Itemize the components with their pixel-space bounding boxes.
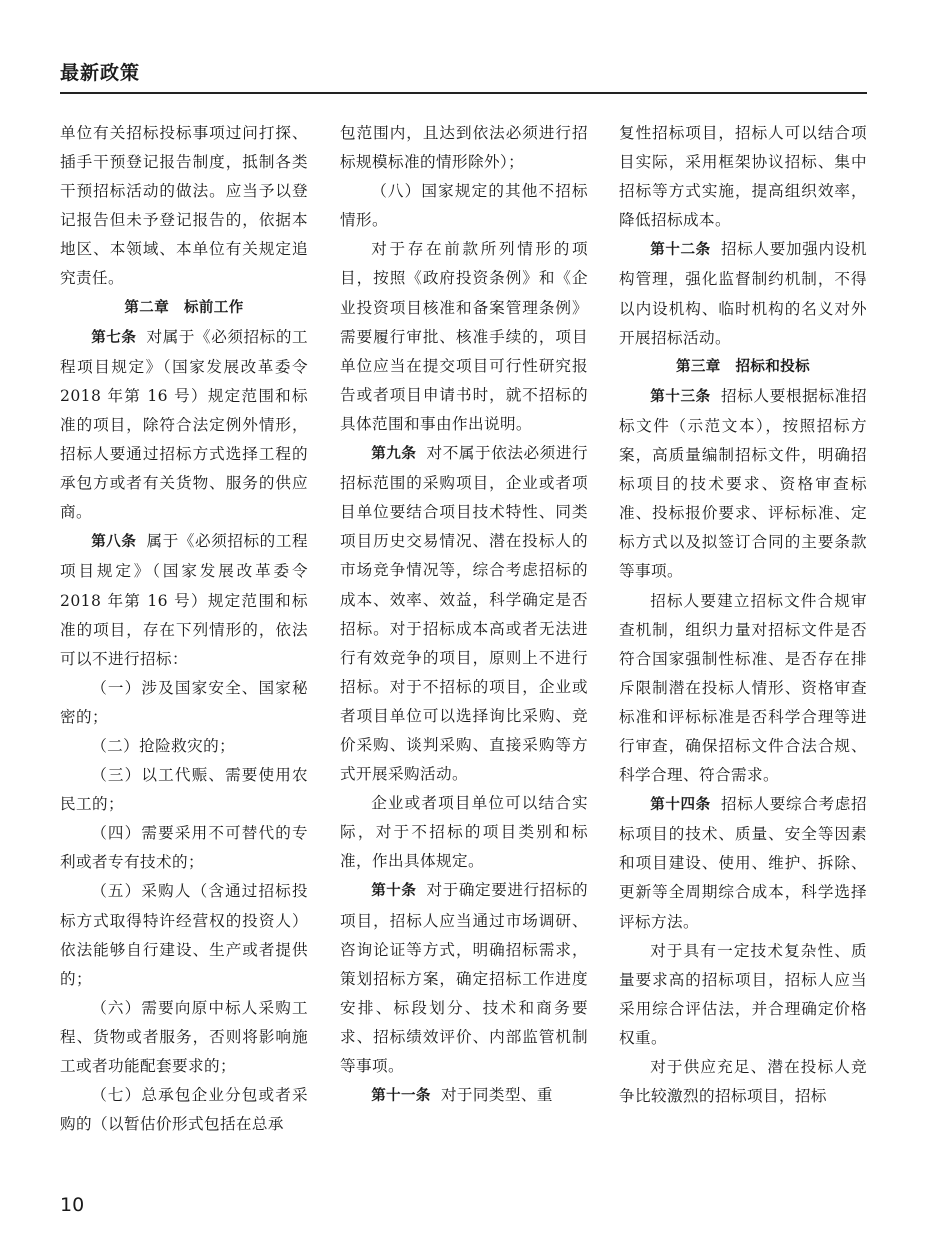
article-text: 对于确定要进行招标的项目，招标人应当通过市场调研、咨询论证等方式，明确招标需求，策划招标方案，确定招标工作进度安排、标段划分、技术和商务要求、招标绩效评价、内部监管机制等事项。 [340,881,588,1075]
paragraph: （四）需要采用不可替代的专利或者专有技术的； [60,824,308,872]
article-paragraph [60,527,308,673]
article-label: 第七条 [91,329,137,346]
article-paragraph [340,876,588,1081]
section-header: 最新政策 [60,62,141,84]
paragraph: （三）以工代赈、需要使用农民工的； [60,766,308,814]
article-paragraph [340,439,588,789]
paragraph: 企业或者项目单位可以结合实际，对于不招标的项目类别和标准，作出具体规定。 [340,794,588,871]
article-text: 招标人要加强内设机构管理，强化监督制约机制，不得以内设机构、临时机构的名义对外开展招标活动。 [619,240,867,347]
paragraph: （二）抢险救灾的； [91,736,236,755]
article-text: 对属于《必须招标的工程项目规定》（国家发展改革委令 2018 年第 16 号）规定范围和标准的项目，除符合法定例外情形，招标人要通过招标方式选择工程的承包方或者有关货物、服务的供应商。 [60,327,308,522]
page-number: 10 [60,1194,85,1216]
continued-paragraph: 包范围内，且达到依法必须进行招标规模标准的情形除外）； [340,124,588,172]
continued-paragraph: 复性招标项目，招标人可以结合项目实际，采用框架协议招标、集中招标等方式实施，提高组织效率，降低招标成本。 [619,124,867,230]
article-text: 对不属于依法必须进行招标范围的采购项目，企业或者项目单位要结合项目技术特性、同类项目历史交易情况、潜在投标人的市场竞争情况等，综合考虑招标的成本、效率、效益，科学确定是否招标。对于招标成本高或者无法进行有效竞争的项目，原则上不进行招标。对于不招标的项目，企业或者项目单位可以选择询比采购、竞价采购、谈判采购、直接采购等方式开展采购活动。 [340,444,588,784]
paragraph: 对于具有一定技术复杂性、质量要求高的招标项目，招标人应当采用综合评估法，并合理确定价格权重。 [619,941,867,1047]
article-paragraph [340,1081,588,1111]
article-paragraph [619,382,867,587]
article-label: 第十一条 [371,1088,431,1105]
article-text: 对于同类型、重 [440,1086,553,1105]
paragraph: （五）采购人（含通过招标投标方式取得特许经营权的投资人）依法能够自行建设、生产或者提供的； [60,882,308,988]
paragraph: 对于存在前款所列情形的项目，按照《政府投资条例》和《企业投资项目核准和备案管理条例》需要履行审批、核准手续的，项目单位应当在提交项目可行性研究报告或者项目申请书时，就不招标的具体范围和事由作出说明。 [340,240,588,433]
article-text: 属于《必须招标的工程项目规定》（国家发展改革委令 2018 年第 16 号）规定范围和标准的项目，存在下列情形的，依法可以不进行招标： [60,532,308,668]
article-text: 招标人要根据标准招标文件（示范文本），按照招标方案，高质量编制招标文件，明确招标项目的技术要求、资格审查标准、投标报价要求、评标标准、定标方式以及拟签订合同的主要条款等事项。 [619,386,867,581]
chapter-heading: 第三章 招标和投标 [675,358,811,375]
text-column-1 [60,119,308,1139]
continued-paragraph: 单位有关招标投标事项过问打探、插手干预登记报告制度，抵制各类干预招标活动的做法。应当予以登记报告但未予登记报告的，依据本地区、本领域、本单位有关规定追究责任。 [60,124,308,288]
article-paragraph [619,235,867,352]
article-label: 第十四条 [650,797,711,814]
article-text: 招标人要综合考虑招标项目的技术、质量、安全等因素和项目建设、使用、维护、拆除、更新等全周期综合成本，科学选择评标方法。 [619,795,867,931]
article-paragraph [60,323,308,528]
article-label: 第九条 [371,446,417,463]
paragraph: 对于供应充足、潜在投标人竞争比较激烈的招标项目，招标 [619,1058,867,1106]
text-column-3 [619,119,867,1111]
article-paragraph [619,790,867,936]
paragraph: 招标人要建立招标文件合规审查机制，组织力量对招标文件是否符合国家强制性标准、是否存在排斥限制潜在投标人情形、资格审查标准和评标标准是否科学合理等进行审查，确保招标文件合法合规、科学合理、符合需求。 [619,591,867,785]
chapter-heading: 第二章 标前工作 [124,299,244,316]
text-column-2 [340,119,588,1111]
article-label: 第十条 [371,883,417,900]
header-rule [60,92,867,94]
paragraph: （七）总承包企业分包或者采购的（以暂估价形式包括在总承 [60,1086,308,1134]
article-label: 第八条 [91,534,137,551]
paragraph: （一）涉及国家安全、国家秘密的； [60,678,308,726]
paragraph: （八）国家规定的其他不招标情形。 [340,182,588,230]
article-label: 第十二条 [650,242,711,259]
article-label: 第十三条 [650,388,711,405]
paragraph: （六）需要向原中标人采购工程、货物或者服务，否则将影响施工或者功能配套要求的； [60,998,308,1075]
